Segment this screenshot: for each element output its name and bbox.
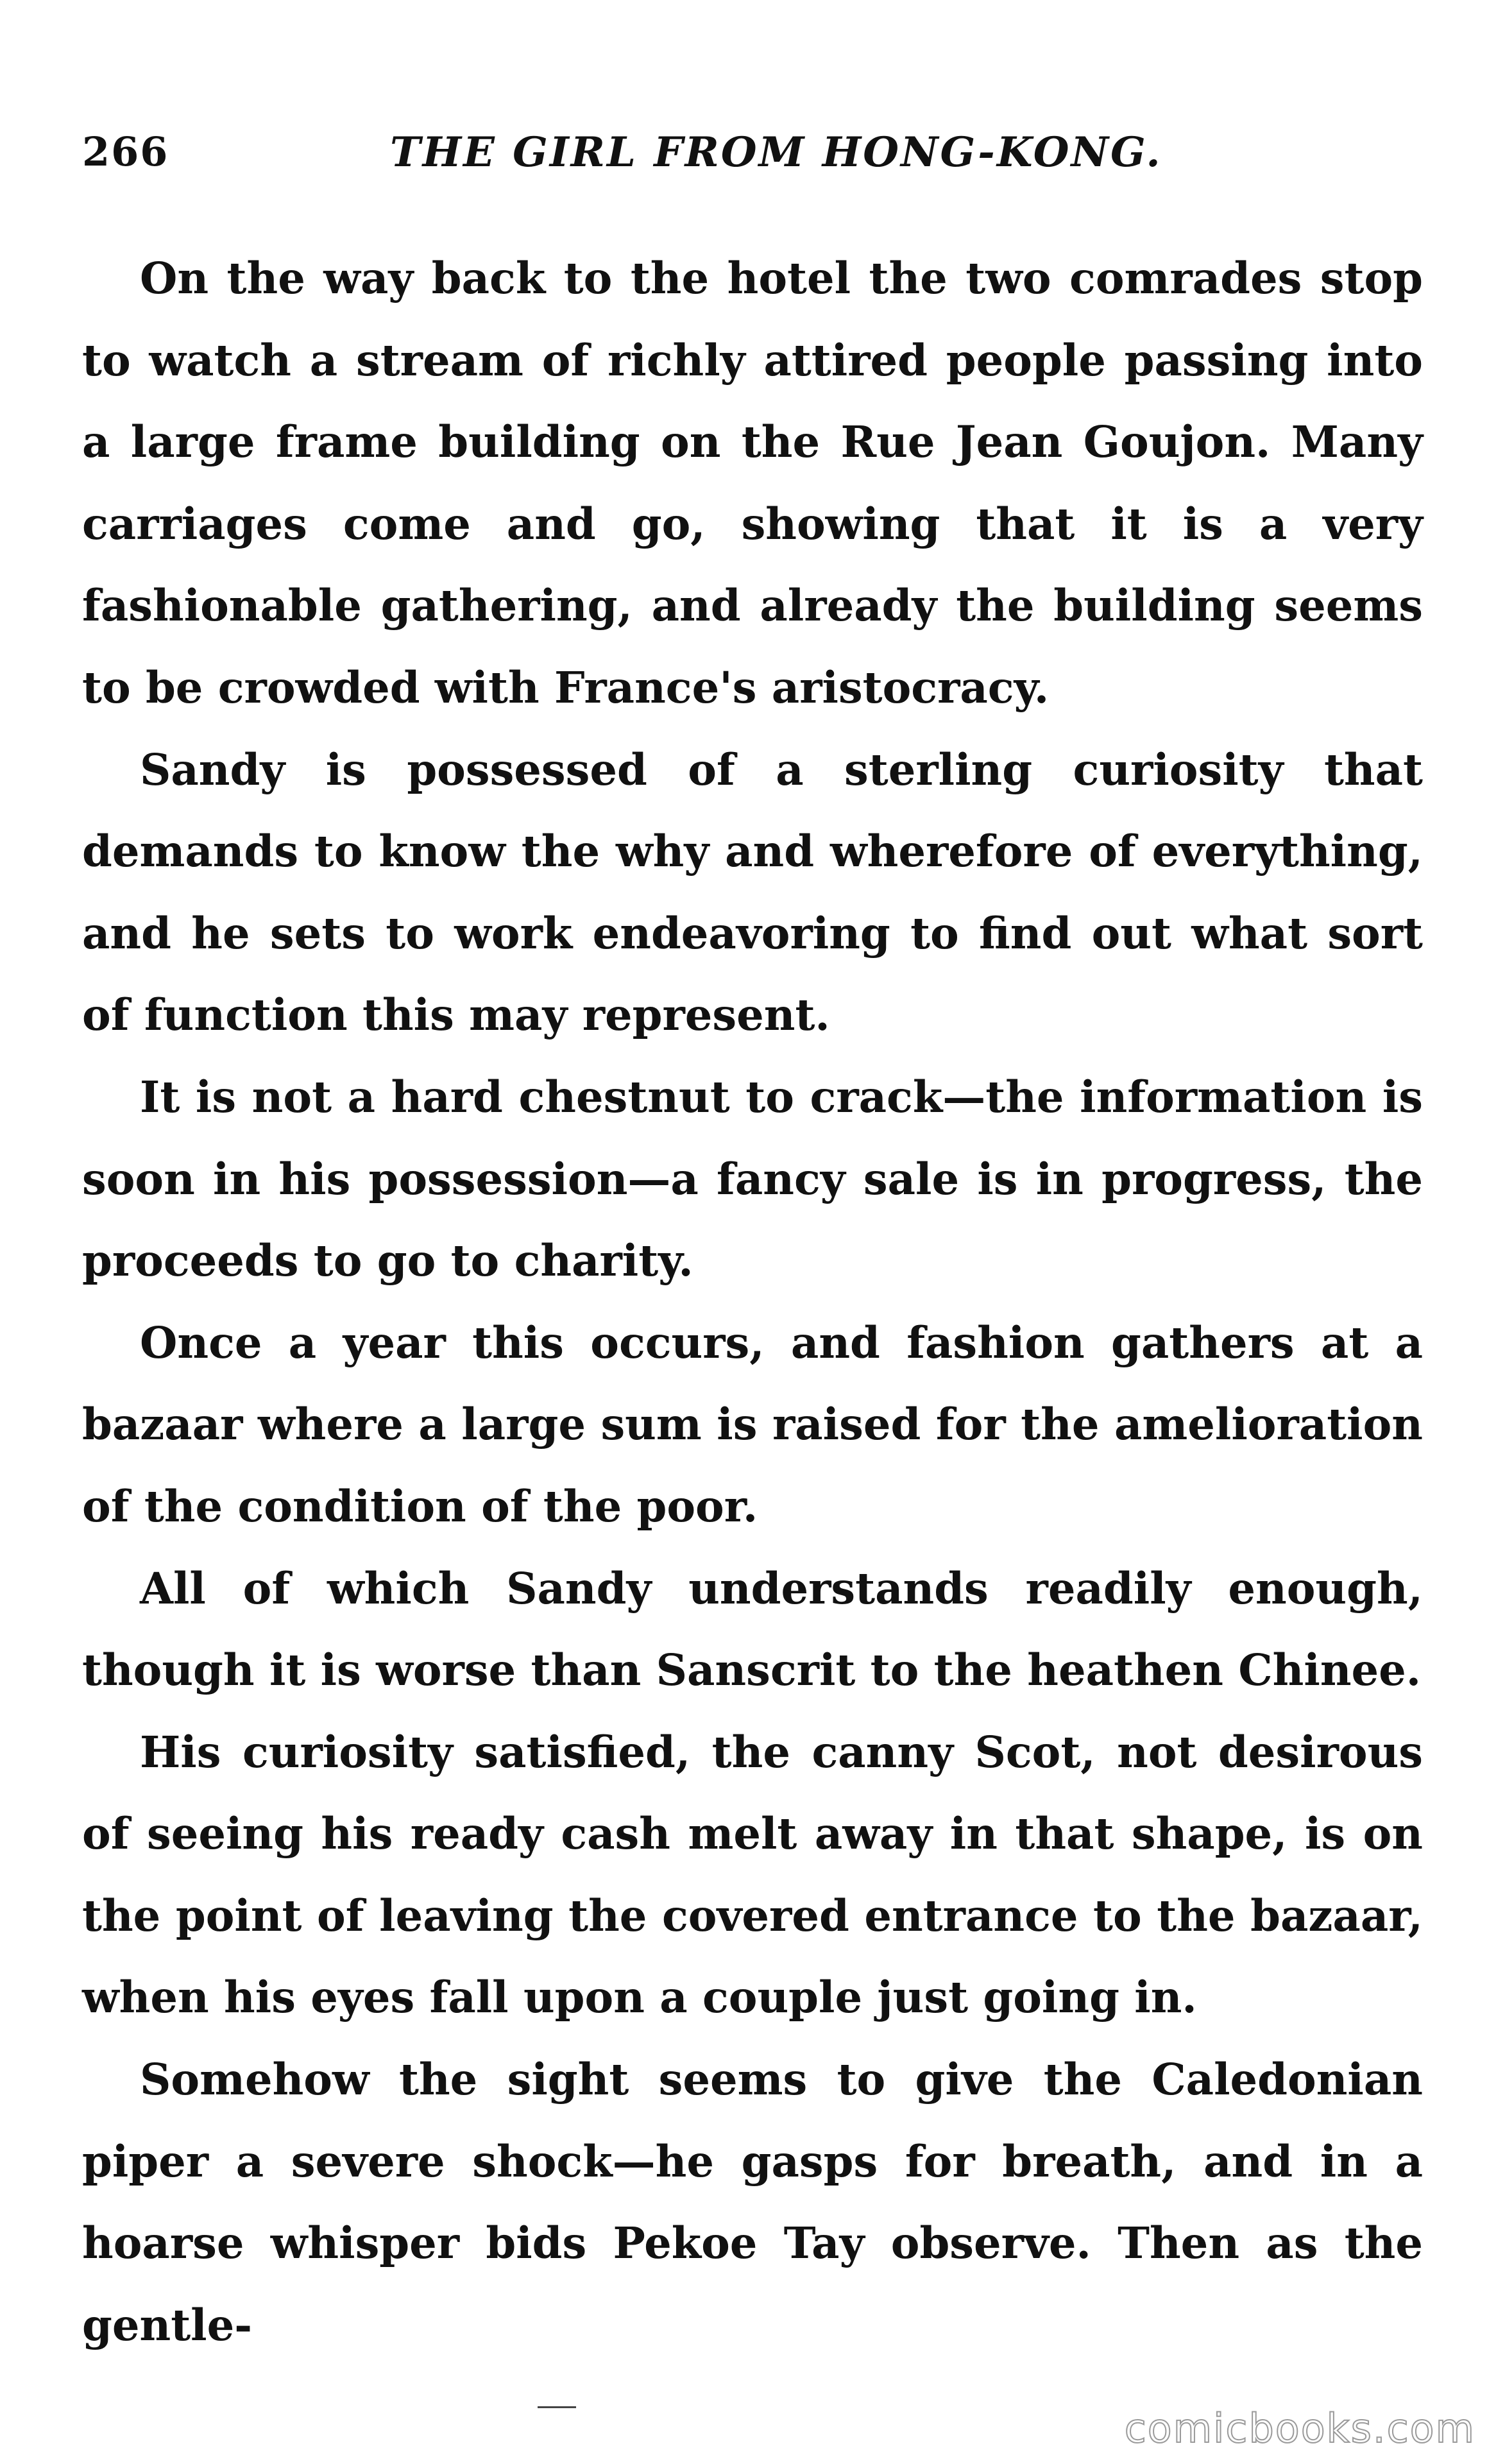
paragraph: On the way back to the hotel the two comrades stop to watch a stream of richly attired people passing into a large frame building on the Rue Jean Goujon. Many carriages come and go, showing that it is a very fashionable gathering, and already the building seems to be crowded with France's aristocracy. xyxy=(82,253,1423,713)
footer-rule xyxy=(538,2406,576,2408)
paragraph: All of which Sandy understands readily enough, though it is worse than Sanscrit to the heathen Chinee. xyxy=(82,1562,1423,1696)
page-number: 266 xyxy=(82,128,169,175)
paragraph: Once a year this occurs, and fashion gathers at a bazaar where a large sum is raised for the amelioration of the condition of the poor. xyxy=(82,1317,1423,1532)
watermark: comicbooks.com xyxy=(1124,2405,1475,2452)
paragraph: It is not a hard chestnut to crack—the information is soon in his possession—a fancy sale is in progress, the proceeds to go to charity. xyxy=(82,1071,1423,1287)
page-header xyxy=(82,128,1423,199)
paragraph: His curiosity satisfied, the canny Scot, not desirous of seeing his ready cash melt away in that shape, is on the point of leaving the covered entrance to the bazaar, when his eyes fall upon a couple just going in. xyxy=(82,1726,1423,2023)
paragraph: Sandy is possessed of a sterling curiosity that demands to know the why and wherefore of everything, and he sets to work endeavoring to find out what sort of function this may represent. xyxy=(82,744,1423,1041)
paragraph: Somehow the sight seems to give the Caledonian piper a severe shock—he gasps for breath, and in a hoarse whisper bids Pekoe Tay observe. Then as the gentle- xyxy=(82,2054,1423,2350)
body-text xyxy=(82,237,1423,2366)
running-title: THE GIRL FROM HONG-KONG. xyxy=(390,128,1162,176)
